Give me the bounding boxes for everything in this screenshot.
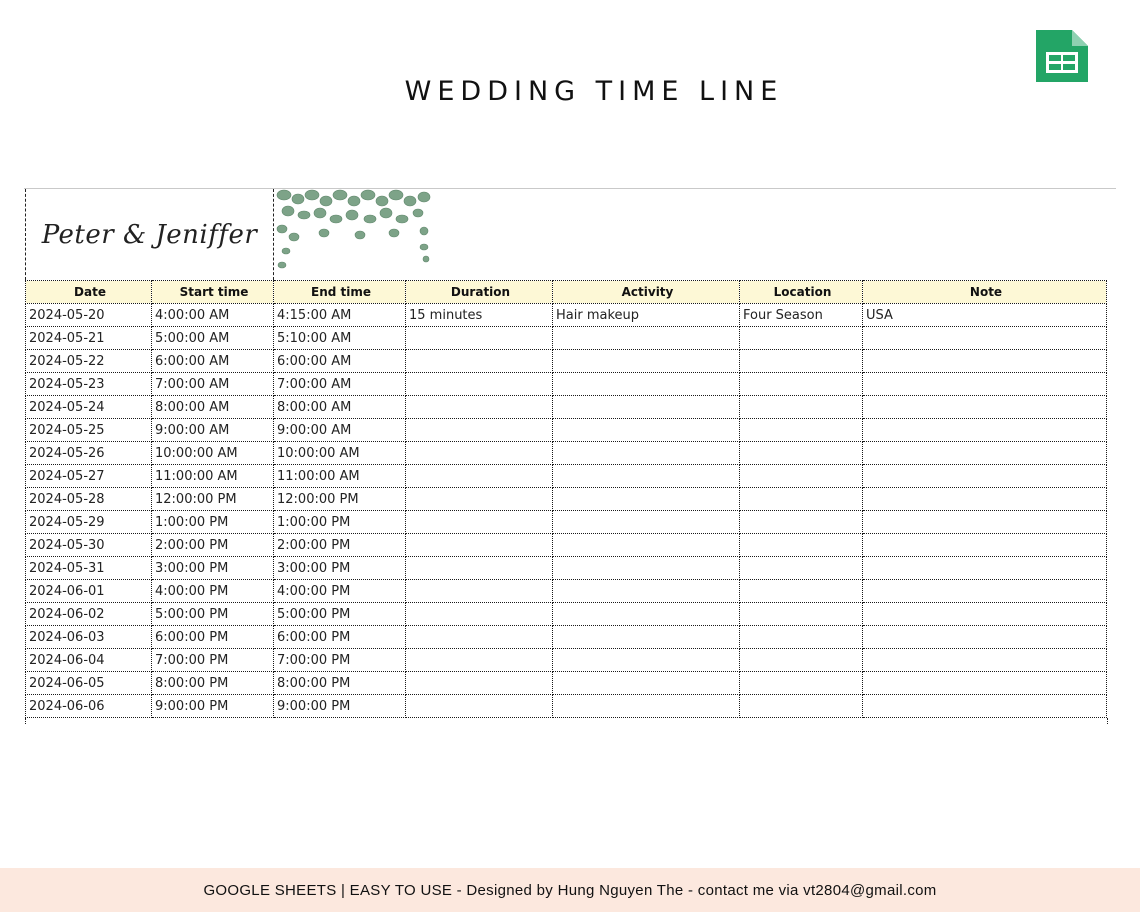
column-header-duration[interactable]: Duration [406, 281, 553, 304]
column-header-start-time[interactable]: Start time [152, 281, 274, 304]
duration-cell[interactable] [406, 626, 553, 649]
end-time-cell[interactable]: 5:10:00 AM [274, 327, 406, 350]
location-cell[interactable] [740, 396, 863, 419]
date-cell[interactable]: 2024-05-21 [26, 327, 152, 350]
duration-cell[interactable] [406, 557, 553, 580]
timeline-table [25, 280, 1107, 718]
note-cell[interactable] [863, 580, 1107, 603]
table-row [26, 465, 1107, 488]
duration-cell[interactable] [406, 534, 553, 557]
table-row [26, 534, 1107, 557]
duration-cell[interactable] [406, 419, 553, 442]
activity-cell[interactable] [553, 695, 740, 718]
table-row [26, 350, 1107, 373]
table-row [26, 511, 1107, 534]
note-cell[interactable] [863, 465, 1107, 488]
column-header-location[interactable]: Location [740, 281, 863, 304]
timeline-body [26, 304, 1107, 718]
column-header-date[interactable]: Date [26, 281, 152, 304]
column-header-end-time[interactable]: End time [274, 281, 406, 304]
couple-name-cell[interactable] [25, 189, 274, 280]
start-time-cell[interactable]: 7:00:00 PM [152, 649, 274, 672]
end-time-cell[interactable]: 11:00:00 AM [274, 465, 406, 488]
end-time-cell[interactable]: 12:00:00 PM [274, 488, 406, 511]
duration-cell[interactable] [406, 649, 553, 672]
start-time-cell[interactable]: 9:00:00 AM [152, 419, 274, 442]
end-time-cell[interactable]: 9:00:00 AM [274, 419, 406, 442]
duration-cell[interactable] [406, 488, 553, 511]
start-time-cell[interactable]: 8:00:00 AM [152, 396, 274, 419]
date-cell[interactable]: 2024-05-31 [26, 557, 152, 580]
start-time-cell[interactable]: 2:00:00 PM [152, 534, 274, 557]
note-cell[interactable] [863, 488, 1107, 511]
start-time-cell[interactable]: 1:00:00 PM [152, 511, 274, 534]
location-cell[interactable] [740, 626, 863, 649]
date-cell[interactable]: 2024-05-25 [26, 419, 152, 442]
date-cell[interactable]: 2024-05-29 [26, 511, 152, 534]
activity-cell[interactable] [553, 511, 740, 534]
date-cell[interactable]: 2024-05-23 [26, 373, 152, 396]
date-cell[interactable]: 2024-05-27 [26, 465, 152, 488]
duration-cell[interactable]: 15 minutes [406, 304, 553, 327]
note-cell[interactable] [863, 511, 1107, 534]
location-cell[interactable] [740, 350, 863, 373]
note-cell[interactable] [863, 649, 1107, 672]
date-cell[interactable]: 2024-06-01 [26, 580, 152, 603]
duration-cell[interactable] [406, 442, 553, 465]
activity-cell[interactable] [553, 626, 740, 649]
start-time-cell[interactable]: 12:00:00 PM [152, 488, 274, 511]
location-cell[interactable] [740, 327, 863, 350]
location-cell[interactable] [740, 557, 863, 580]
table-row [26, 419, 1107, 442]
note-cell[interactable] [863, 396, 1107, 419]
location-cell[interactable] [740, 442, 863, 465]
location-cell[interactable] [740, 465, 863, 488]
activity-cell[interactable] [553, 557, 740, 580]
google-sheets-icon [1032, 26, 1092, 86]
location-cell[interactable] [740, 511, 863, 534]
activity-cell[interactable]: Hair makeup [553, 304, 740, 327]
activity-cell[interactable] [553, 327, 740, 350]
activity-cell[interactable] [553, 396, 740, 419]
end-time-cell[interactable]: 8:00:00 PM [274, 672, 406, 695]
start-time-cell[interactable]: 9:00:00 PM [152, 695, 274, 718]
location-cell[interactable] [740, 419, 863, 442]
activity-cell[interactable] [553, 442, 740, 465]
location-cell[interactable] [740, 649, 863, 672]
date-cell[interactable]: 2024-05-20 [26, 304, 152, 327]
table-row [26, 580, 1107, 603]
column-header-activity[interactable]: Activity [553, 281, 740, 304]
duration-cell[interactable] [406, 603, 553, 626]
end-time-cell[interactable]: 2:00:00 PM [274, 534, 406, 557]
location-cell[interactable] [740, 603, 863, 626]
table-row [26, 557, 1107, 580]
activity-cell[interactable] [553, 580, 740, 603]
end-time-cell[interactable]: 7:00:00 AM [274, 373, 406, 396]
activity-cell[interactable] [553, 373, 740, 396]
start-time-cell[interactable]: 6:00:00 AM [152, 350, 274, 373]
location-cell[interactable] [740, 373, 863, 396]
note-cell[interactable] [863, 534, 1107, 557]
activity-cell[interactable] [553, 419, 740, 442]
date-cell[interactable]: 2024-05-28 [26, 488, 152, 511]
note-cell[interactable]: USA [863, 304, 1107, 327]
table-header-row [26, 281, 1107, 304]
table-row [26, 488, 1107, 511]
end-time-cell[interactable]: 1:00:00 PM [274, 511, 406, 534]
start-time-cell[interactable]: 5:00:00 AM [152, 327, 274, 350]
duration-cell[interactable] [406, 465, 553, 488]
location-cell[interactable] [740, 580, 863, 603]
date-cell[interactable]: 2024-06-03 [26, 626, 152, 649]
note-cell[interactable] [863, 442, 1107, 465]
note-cell[interactable] [863, 603, 1107, 626]
date-cell[interactable]: 2024-05-26 [26, 442, 152, 465]
location-cell[interactable] [740, 695, 863, 718]
date-cell[interactable]: 2024-05-22 [26, 350, 152, 373]
start-time-cell[interactable]: 11:00:00 AM [152, 465, 274, 488]
duration-cell[interactable] [406, 695, 553, 718]
date-cell[interactable]: 2024-05-30 [26, 534, 152, 557]
activity-cell[interactable] [553, 534, 740, 557]
end-time-cell[interactable]: 7:00:00 PM [274, 649, 406, 672]
table-row [26, 695, 1107, 718]
start-time-cell[interactable]: 6:00:00 PM [152, 626, 274, 649]
couple-names: Peter & Jeniffer [41, 219, 258, 250]
activity-cell[interactable] [553, 465, 740, 488]
table-row [26, 626, 1107, 649]
table-row [26, 327, 1107, 350]
date-cell[interactable]: 2024-06-06 [26, 695, 152, 718]
note-cell[interactable] [863, 350, 1107, 373]
page-title: WEDDING TIME LINE [404, 76, 784, 107]
duration-cell[interactable] [406, 511, 553, 534]
end-time-cell[interactable]: 6:00:00 AM [274, 350, 406, 373]
start-time-cell[interactable]: 3:00:00 PM [152, 557, 274, 580]
date-cell[interactable]: 2024-06-04 [26, 649, 152, 672]
date-cell[interactable]: 2024-06-02 [26, 603, 152, 626]
end-time-cell[interactable]: 10:00:00 AM [274, 442, 406, 465]
duration-cell[interactable] [406, 350, 553, 373]
table-row [26, 373, 1107, 396]
end-time-cell[interactable]: 9:00:00 PM [274, 695, 406, 718]
eucalyptus-leaves-icon [274, 189, 434, 279]
activity-cell[interactable] [553, 649, 740, 672]
note-cell[interactable] [863, 327, 1107, 350]
table-row [26, 672, 1107, 695]
footer-banner: GOOGLE SHEETS | EASY TO USE - Designed by Hung Nguyen The - contact me via vt2804@gmail.com [0, 868, 1140, 912]
column-header-note[interactable]: Note [863, 281, 1107, 304]
table-row [26, 304, 1107, 327]
table-row [26, 603, 1107, 626]
end-time-cell[interactable]: 5:00:00 PM [274, 603, 406, 626]
end-time-cell[interactable]: 6:00:00 PM [274, 626, 406, 649]
table-row [26, 442, 1107, 465]
start-time-cell[interactable]: 8:00:00 PM [152, 672, 274, 695]
table-tail [25, 718, 1108, 724]
end-time-cell[interactable]: 8:00:00 AM [274, 396, 406, 419]
duration-cell[interactable] [406, 672, 553, 695]
table-row [26, 396, 1107, 419]
start-time-cell[interactable]: 4:00:00 AM [152, 304, 274, 327]
location-cell[interactable] [740, 488, 863, 511]
duration-cell[interactable] [406, 373, 553, 396]
note-cell[interactable] [863, 695, 1107, 718]
table-row [26, 649, 1107, 672]
start-time-cell[interactable]: 5:00:00 PM [152, 603, 274, 626]
date-cell[interactable]: 2024-05-24 [26, 396, 152, 419]
date-cell[interactable]: 2024-06-05 [26, 672, 152, 695]
note-cell[interactable] [863, 419, 1107, 442]
activity-cell[interactable] [553, 350, 740, 373]
duration-cell[interactable] [406, 327, 553, 350]
duration-cell[interactable] [406, 396, 553, 419]
location-cell[interactable]: Four Season [740, 304, 863, 327]
note-cell[interactable] [863, 373, 1107, 396]
end-time-cell[interactable]: 4:00:00 PM [274, 580, 406, 603]
duration-cell[interactable] [406, 580, 553, 603]
location-cell[interactable] [740, 672, 863, 695]
note-cell[interactable] [863, 626, 1107, 649]
activity-cell[interactable] [553, 603, 740, 626]
end-time-cell[interactable]: 4:15:00 AM [274, 304, 406, 327]
note-cell[interactable] [863, 557, 1107, 580]
location-cell[interactable] [740, 534, 863, 557]
start-time-cell[interactable]: 7:00:00 AM [152, 373, 274, 396]
activity-cell[interactable] [553, 488, 740, 511]
end-time-cell[interactable]: 3:00:00 PM [274, 557, 406, 580]
note-cell[interactable] [863, 672, 1107, 695]
activity-cell[interactable] [553, 672, 740, 695]
start-time-cell[interactable]: 10:00:00 AM [152, 442, 274, 465]
start-time-cell[interactable]: 4:00:00 PM [152, 580, 274, 603]
